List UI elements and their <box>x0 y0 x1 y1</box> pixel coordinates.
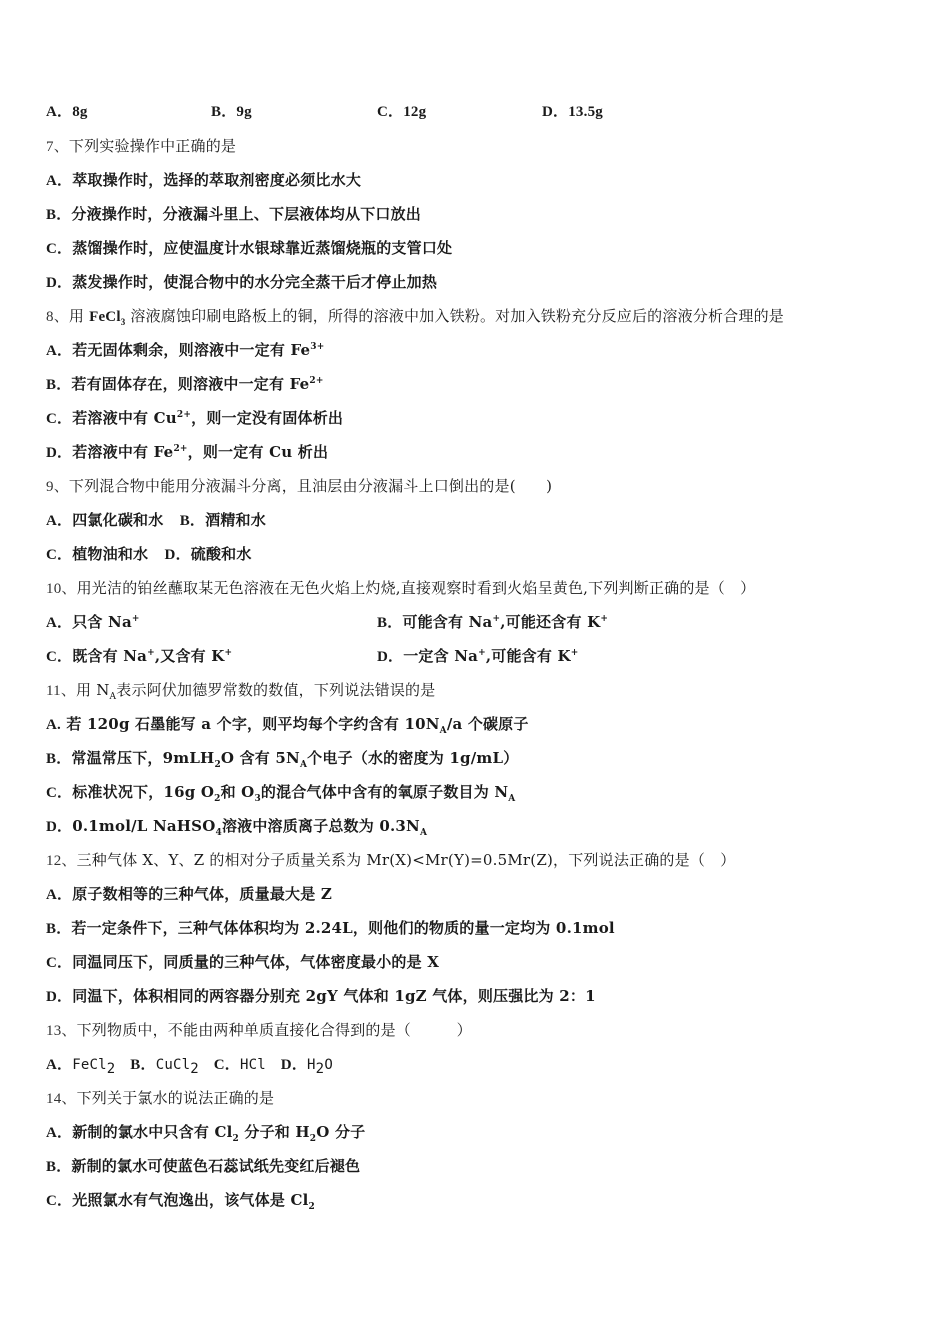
question-number: 7、 <box>46 139 69 155</box>
question-number: 14、 <box>46 1091 77 1107</box>
q7-option-c: C．蒸馏操作时，应使温度计水银球靠近蒸馏烧瓶的支管口处 <box>46 239 453 257</box>
q11-option-a: A. 若 120g 石墨能写 a 个字，则平均每个字约含有 $10N_A/a$ 个碳原子 <box>46 715 529 736</box>
q11-option-b: B．常温常压下，9mLH$_2$O 含有 $5N_A$个电子（水的密度为 1g/mL） <box>46 749 519 770</box>
question-number: 10、 <box>46 581 77 597</box>
q7-option-d: D．蒸发操作时，使混合物中的水分完全蒸干后才停止加热 <box>46 273 438 291</box>
q14-option-c: C．光照氯水有气泡逸出，该气体是 $Cl_2$ <box>46 1191 315 1212</box>
q13-option-c: HCl <box>240 1057 266 1073</box>
question-number: 8、 <box>46 309 69 325</box>
q11-option-c: C．标准状况下，16g $O_2$和 $O_3$的混合气体中含有的氧原子数目为 $N_A$ <box>46 783 516 804</box>
q10-stem: 10、用光洁的铂丝蘸取某无色溶液在无色火焰上灼烧,直接观察时看到火焰呈黄色,下列判断正确的是（ ） <box>46 579 756 597</box>
q8-stem: 8、用 FeCl$_3$ 溶液腐蚀印刷电路板上的铜，所得的溶液中加入铁粉。对加入铁粉充分反应后的溶液分析合理的是 <box>46 307 784 327</box>
question-number: 9、 <box>46 479 69 495</box>
q14-option-b: B．新制的氯水可使蓝色石蕊试纸先变红后褪色 <box>46 1157 361 1175</box>
q9-options-row-2: C．植物油和水 D．硫酸和水 <box>46 545 252 563</box>
question-number: 11、 <box>46 683 77 699</box>
q14-stem: 14、下列关于氯水的说法正确的是 <box>46 1089 275 1107</box>
q9-option-a: 四氯化碳和水 <box>72 511 164 529</box>
q9-stem: 9、下列混合物中能用分液漏斗分离，且油层由分液漏斗上口倒出的是( ) <box>46 477 553 495</box>
q12-option-d: D．同温下，体积相同的两容器分别充 2gY 气体和 1gZ 气体，则压强比为 2：1 <box>46 987 596 1005</box>
q7-option-a: A．萃取操作时，选择的萃取剂密度必须比水大 <box>46 171 362 189</box>
q9-option-d: 硫酸和水 <box>190 545 252 563</box>
q14-option-a: A．新制的氯水中只含有 $Cl_2$ 分子和 $H_2O$ 分子 <box>46 1123 366 1144</box>
q10-option-c: C．既含有 Na+,又含有 K+ <box>46 647 233 665</box>
q9-options-row-1: A．四氯化碳和水 B．酒精和水 <box>46 511 266 529</box>
q13-option-d: H <box>307 1057 316 1073</box>
q9-option-c: 植物油和水 <box>72 545 149 563</box>
question-number: 13、 <box>46 1023 77 1039</box>
q12-option-a: A．原子数相等的三种气体，质量最大是 Z <box>46 885 333 903</box>
q10-option-a: A．只含 Na+ <box>46 613 140 631</box>
q13-option-b: CuCl <box>155 1057 191 1073</box>
q7-option-b: B．分液操作时，分液漏斗里上、下层液体均从下口放出 <box>46 205 422 223</box>
q12-stem: 12、三种气体 X、Y、Z 的相对分子质量关系为 Mr(X)<Mr(Y)=0.5Mr(Z)，下列说法正确的是（ ） <box>46 851 736 869</box>
q12-option-b: B．若一定条件下，三种气体体积均为 2.24L，则他们的物质的量一定均为 0.1mol <box>46 919 615 937</box>
q6-option-a: A．8g <box>46 104 88 120</box>
q8-option-c: C．若溶液中有 $Cu^{2+}$，则一定没有固体析出 <box>46 409 344 427</box>
q6-option-c: C．12g <box>377 104 427 120</box>
question-text: 下列实验操作中正确的是 <box>68 137 237 155</box>
q7-stem <box>46 136 236 157</box>
question-number: 12、 <box>46 853 77 869</box>
q8-option-d: D．若溶液中有 $Fe^{2+}$，则一定有 Cu 析出 <box>46 443 329 461</box>
q8-option-a: A．若无固体剩余，则溶液中一定有 $Fe^{3+}$ <box>46 341 325 359</box>
q13-stem: 13、下列物质中，不能由两种单质直接化合得到的是（ ） <box>46 1021 472 1039</box>
q6-option-b: B．9g <box>211 104 252 120</box>
q6-option-d: D．13.5g <box>542 104 603 120</box>
q9-option-b: 酒精和水 <box>205 511 266 529</box>
q13-options-row: A．FeCl$_2$ B．CuCl$_2$ C．HCl D．$H_2O$ <box>46 1057 333 1077</box>
q11-option-d: D．0.1mol/L NaHSO$_4$溶液中溶质离子总数为 $0.3N_A$ <box>46 817 428 838</box>
q12-option-c: C．同温同压下，同质量的三种气体，气体密度最小的是 X <box>46 953 440 971</box>
q8-option-b: B．若有固体存在，则溶液中一定有 $Fe^{2+}$ <box>46 375 324 393</box>
q10-option-b: B．可能含有 Na+,可能还含有 K+ <box>377 613 609 631</box>
q13-option-a: FeCl <box>72 1057 107 1073</box>
q10-option-d: D．一定含 Na+,可能含有 K+ <box>377 647 579 665</box>
q11-stem: 11、用 $N_A$表示阿伏加德罗常数的数值，下列说法错误的是 <box>46 681 436 702</box>
